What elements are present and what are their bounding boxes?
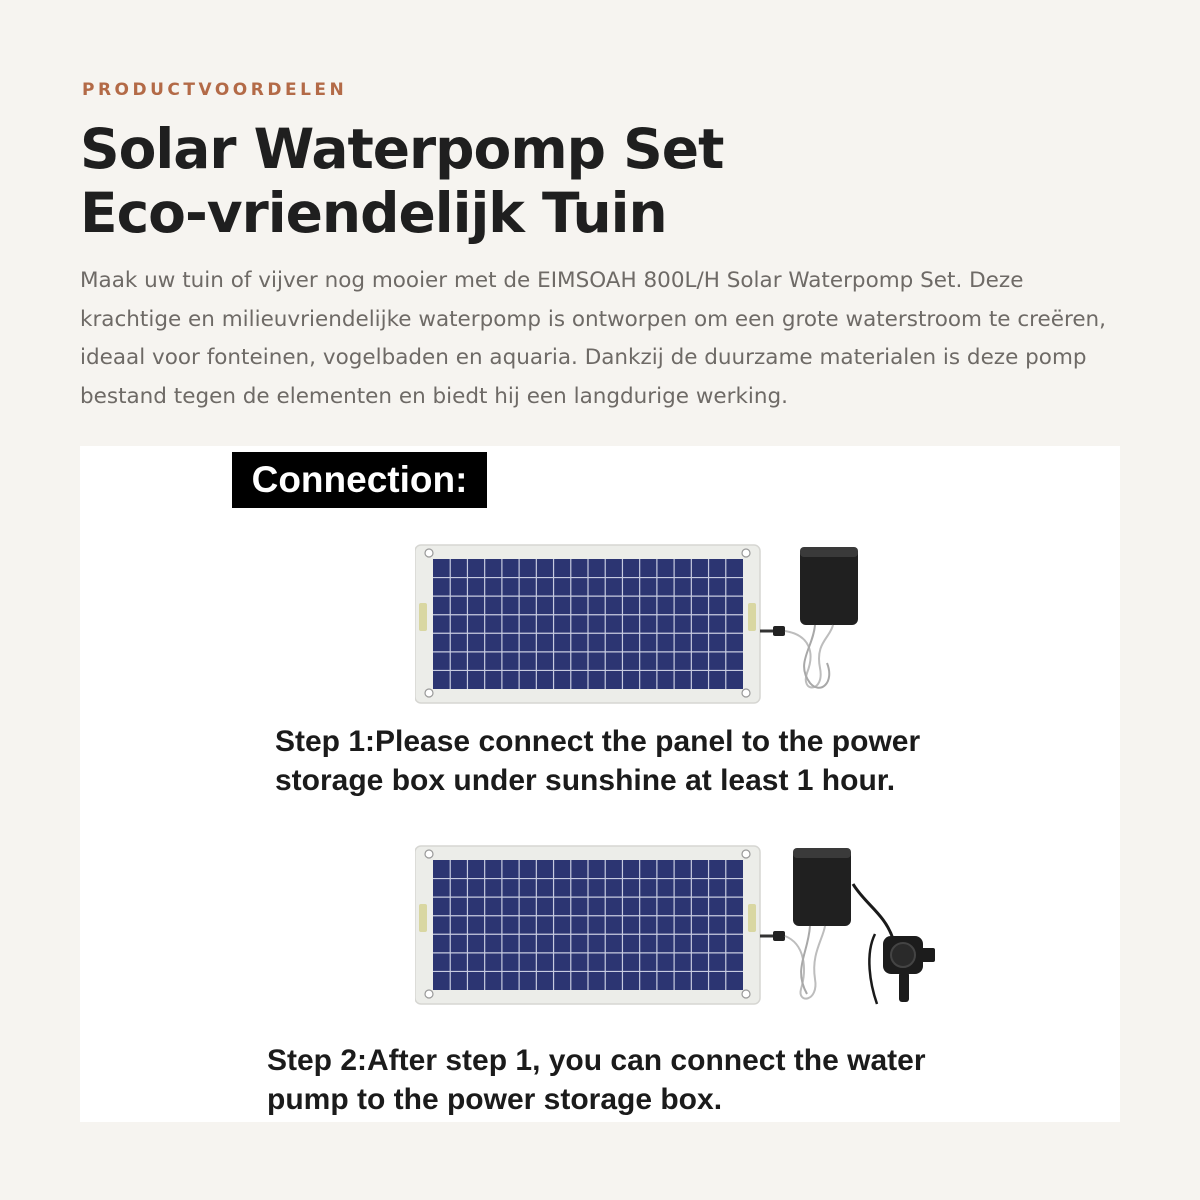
power-storage-box-image [760,848,851,999]
step-2-line-1: Step 2:After step 1, you can connect the water [267,1044,926,1077]
power-storage-box-image [760,547,858,688]
panel-battery-pump-illustration [415,844,975,1014]
step-1-line-1: Step 1:Please connect the panel to the power [275,725,921,758]
step-1-text [275,722,920,800]
panel-and-battery-illustration [415,543,955,708]
solar-panel-image [415,545,760,703]
title-line-1: Solar Waterpomp Set [80,117,724,181]
product-description: Maak uw tuin of vijver nog mooier met de EIMSOAH 800L/H Solar Waterpomp Set. Deze krachtige en milieuvriendelijke waterpomp is ontworpen om een grote waterstroom te creëren, ideaal voor fonteinen, vogelbaden en aquaria. Dankzij de duurzame materialen is deze pomp bestand tegen de elementen en biedt hij een langdurige werking. [80,268,1107,409]
section-eyebrow: PRODUCTVOORDELEN [82,80,348,100]
step-2-line-2: pump to the power storage box. [267,1083,723,1116]
connection-figure [80,446,1120,1122]
page-title [80,117,1080,245]
solar-panel-image [415,846,760,1004]
step-1-line-2: storage box under sunshine at least 1 hour. [275,764,896,797]
connection-label: Connection: [232,452,487,508]
water-pump-image [853,884,935,1004]
title-line-2: Eco-vriendelijk Tuin [80,181,667,245]
step-2-text [267,1041,926,1119]
